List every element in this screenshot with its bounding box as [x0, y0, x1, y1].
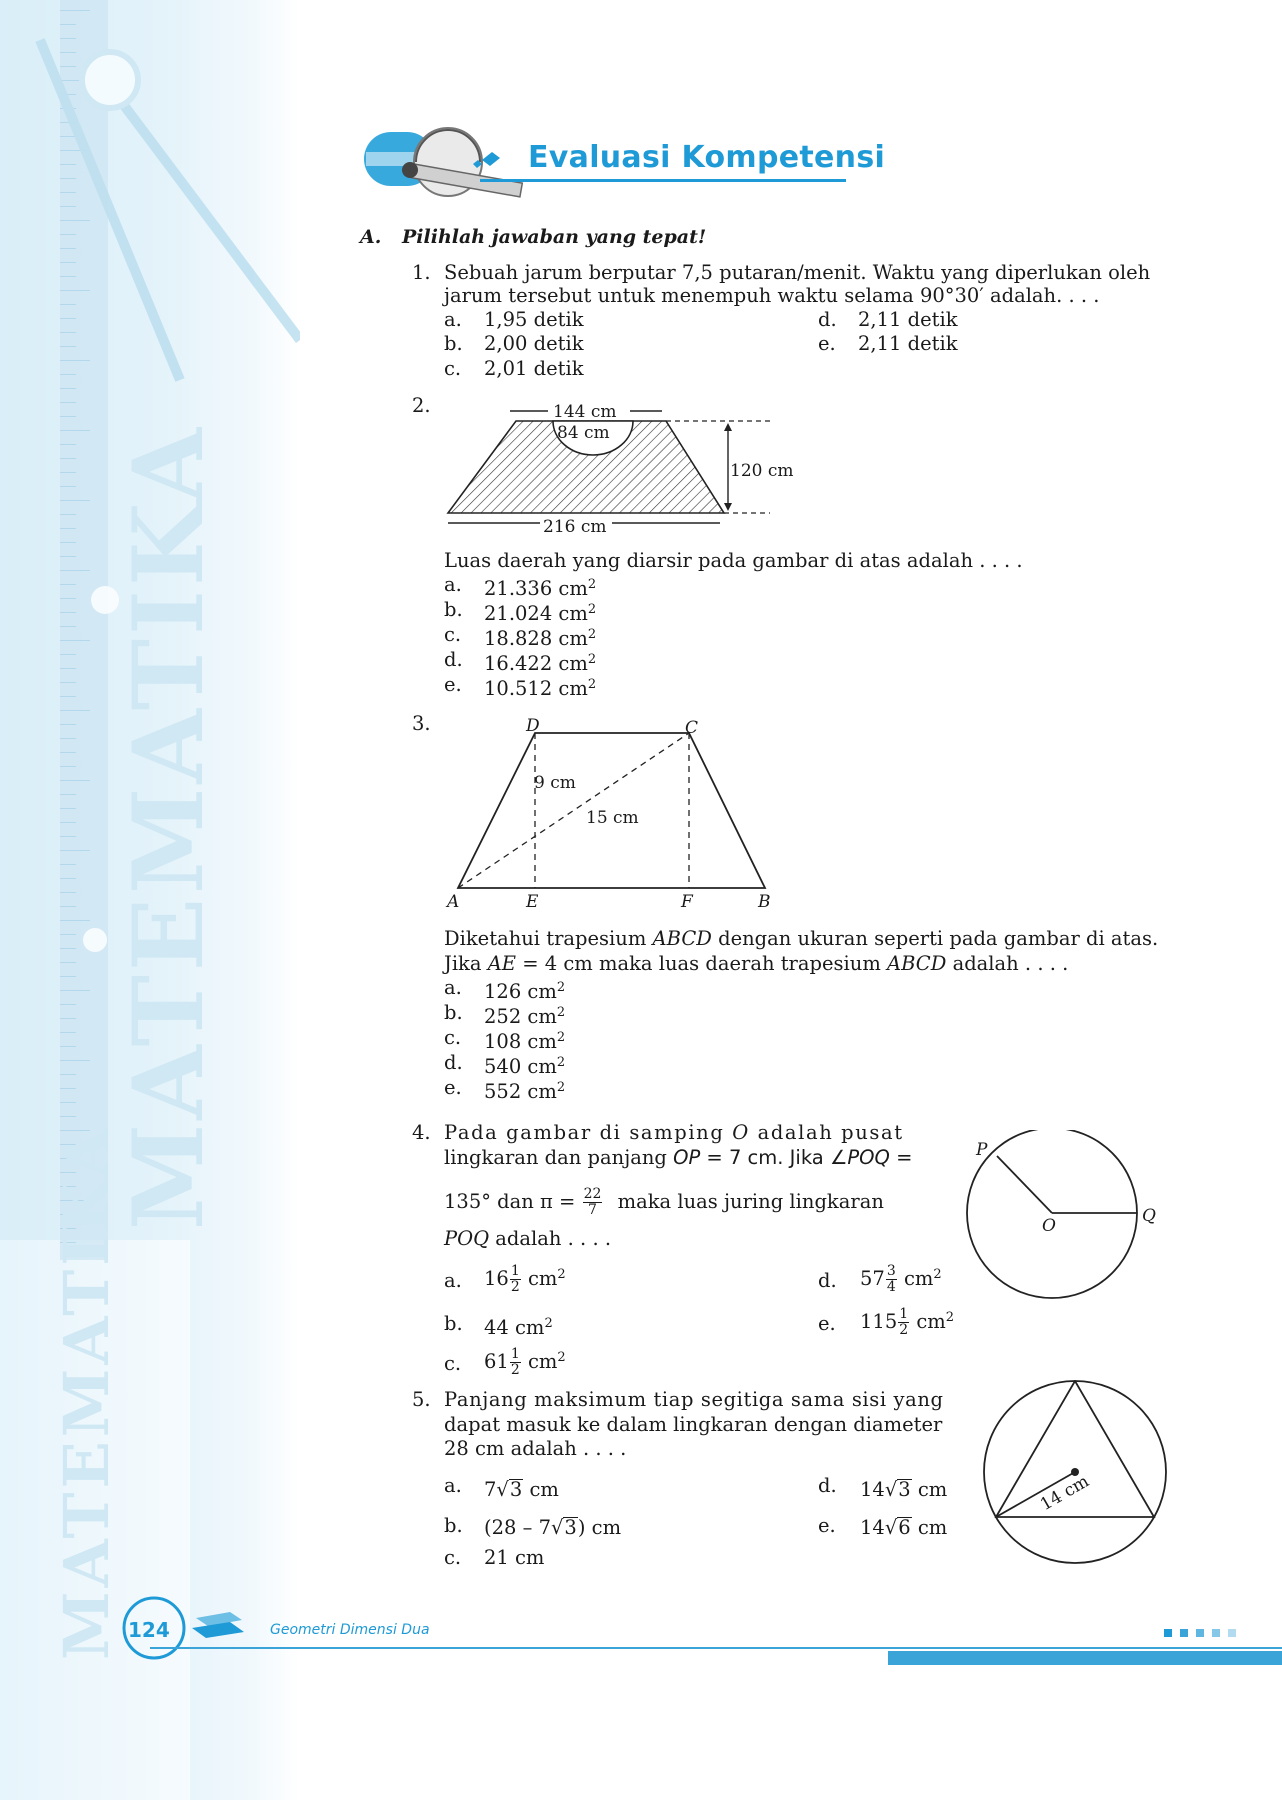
title-underline [480, 179, 846, 182]
q2-option-a: a. 21.336 $cm^2$ [444, 573, 597, 600]
q3-vertex-f: F [681, 892, 693, 912]
q2-option-b: b. 21.024 $cm^2$ [444, 598, 597, 625]
q4-option-b: b. 44 $cm^2$ [444, 1312, 553, 1339]
q1-option-e: e. 2,11 detik [818, 332, 958, 355]
q3-option-d: d. 540 $cm^2$ [444, 1051, 566, 1078]
q1-number: 1. [412, 261, 431, 284]
q5-line3: 28 cm adalah . . . . [444, 1437, 627, 1460]
q3-height-label: 9 cm [534, 773, 576, 793]
q3-option-c: c. 108 $cm^2$ [444, 1026, 566, 1053]
q4-point-p: P [976, 1140, 988, 1160]
q2-height-label: 120 cm [730, 461, 794, 481]
q3-vertex-d: D [526, 716, 540, 736]
footer-title: Geometri Dimensi Dua [270, 1622, 430, 1638]
header-protractor-icon [360, 124, 540, 214]
page-title: Evaluasi Kompetensi [528, 140, 886, 175]
q5-option-d: d. 14√3 cm [818, 1474, 948, 1501]
q3-question-line2: Jika AE = 4 cm maka luas daerah trapesium ABCD adalah . . . . [444, 952, 1069, 975]
q1-option-c: c. 2,01 detik [444, 357, 584, 380]
q5-option-c: c. 21 cm [444, 1546, 545, 1569]
q4-line2: lingkaran dan panjang OP = 7 cm. Jika ∠POQ = [444, 1146, 913, 1169]
q4-line1: Pada gambar di samping O adalah pusat [444, 1121, 904, 1144]
q4-option-e: e. 115 $\frac{1}{2}$ $cm^2$ [818, 1306, 955, 1338]
q5-option-a: a. 7√3 cm [444, 1474, 559, 1501]
section-letter: A. [360, 226, 382, 248]
q3-diagonal-label: 15 cm [586, 808, 639, 828]
q4-option-a: a. 16 $\frac{1}{2}$ $cm^2$ [444, 1263, 566, 1295]
q3-vertex-a: A [447, 892, 460, 912]
footer-dot [1180, 1629, 1188, 1637]
q3-option-a: a. 126 $cm^2$ [444, 976, 566, 1003]
footer-bar [888, 1651, 1282, 1665]
q3-vertex-b: B [758, 892, 771, 912]
footer-dot [1196, 1629, 1204, 1637]
page-number: 124 [128, 1618, 170, 1642]
q2-arc-label: 84 cm [557, 423, 610, 443]
q4-line3: 135° dan π = $\frac{22}{7}$ maka luas juring lingkaran [444, 1186, 884, 1218]
q1-line1: Sebuah jarum berputar 7,5 putaran/menit. Waktu yang diperlukan oleh [444, 261, 1151, 284]
q4-point-q: Q [1142, 1206, 1156, 1226]
q4-circle-figure [960, 1130, 1170, 1310]
q2-top-label: 144 cm [553, 402, 617, 422]
q3-option-b: b. 252 $cm^2$ [444, 1001, 566, 1028]
q3-option-e: e. 552 $cm^2$ [444, 1076, 566, 1103]
footer-dot [1228, 1629, 1236, 1637]
q5-number: 5. [412, 1388, 431, 1411]
q4-point-o: O [1042, 1216, 1056, 1236]
q4-option-d: d. 57 $\frac{3}{4}$ $cm^2$ [818, 1263, 942, 1295]
q1-option-a: a. 1,95 detik [444, 308, 584, 331]
q4-option-c: c. 61 $\frac{1}{2}$ $cm^2$ [444, 1346, 566, 1378]
footer-dots [1164, 1629, 1236, 1637]
q2-option-c: c. 18.828 $cm^2$ [444, 623, 597, 650]
vertical-word-bottom: MATEMATIKA [50, 1125, 123, 1660]
footer-dot [1212, 1629, 1220, 1637]
q4-line4: POQ adalah . . . . [444, 1227, 612, 1250]
section-instruction: Pilihlah jawaban yang tepat! [402, 226, 707, 248]
q4-number: 4. [412, 1121, 431, 1144]
vertical-word-top: MATEMATIKA [112, 424, 225, 1230]
q3-vertex-c: C [685, 718, 699, 738]
q3-vertex-e: E [526, 892, 539, 912]
footer-dot [1164, 1629, 1172, 1637]
q5-radius-label: 14 cm [1037, 1471, 1093, 1516]
q5-option-b: b. (28 – 7√3) cm [444, 1514, 622, 1539]
q3-number: 3. [412, 712, 431, 735]
q2-bottom-label: 216 cm [543, 517, 607, 537]
q5-option-e: e. 14√6 cm [818, 1514, 948, 1539]
q2-option-d: d. 16.422 $cm^2$ [444, 648, 597, 675]
q3-question-line1: Diketahui trapesium ABCD dengan ukuran seperti pada gambar di atas. [444, 927, 1159, 950]
q1-option-b: b. 2,00 detik [444, 332, 584, 355]
q5-line1: Panjang maksimum tiap segitiga sama sisi yang [444, 1388, 944, 1411]
q2-question: Luas daerah yang diarsir pada gambar di atas adalah . . . . [444, 549, 1023, 572]
q5-line2: dapat masuk ke dalam lingkaran dengan diameter [444, 1413, 943, 1436]
q1-option-d: d. 2,11 detik [818, 308, 958, 331]
q2-option-e: e. 10.512 $cm^2$ [444, 673, 597, 700]
q2-number: 2. [412, 394, 431, 417]
footer-line [150, 1647, 1282, 1649]
q1-line2: jarum tersebut untuk menempuh waktu selama 90°30′ adalah. . . . [444, 284, 1100, 307]
